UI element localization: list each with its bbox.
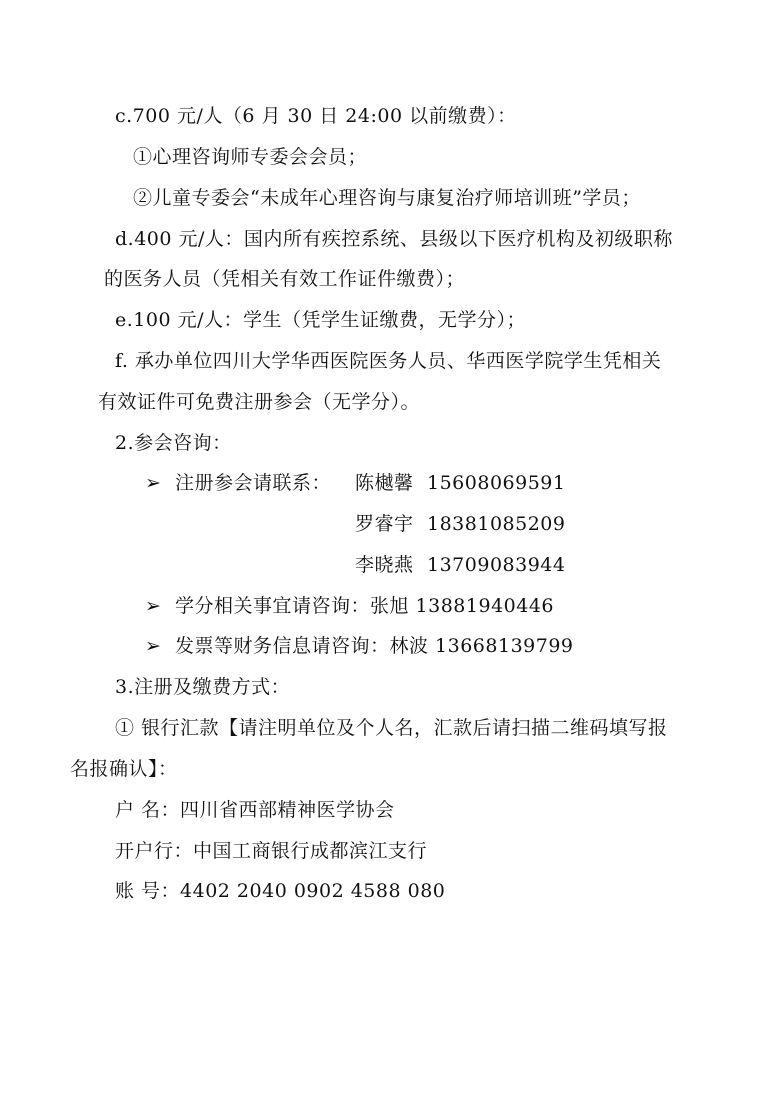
contact-phone: 15608069591 bbox=[427, 472, 566, 494]
c-fee-line: c.700 元/人（6 月 30 日 24:00 以前缴费）： bbox=[115, 105, 517, 127]
account-number: 账 号：4402 2040 0902 4588 080 bbox=[115, 880, 446, 902]
d-fee-line-2: 的医务人员（凭相关有效工作证件缴费）； bbox=[104, 268, 466, 290]
contact-name: 李晓燕 bbox=[355, 554, 414, 576]
payment-heading: 3.注册及缴费方式： bbox=[115, 676, 291, 698]
credit-contact-text: 学分相关事宜请咨询：张旭 13881940446 bbox=[175, 595, 555, 617]
d-fee-line-1: d.400 元/人：国内所有疾控系统、县级以下医疗机构及初级职称 bbox=[115, 228, 673, 250]
arrow-bullet-icon: ➢ bbox=[145, 595, 162, 617]
account-name: 户 名：四川省西部精神医学协会 bbox=[115, 799, 395, 821]
contact-name: 陈樾馨 bbox=[355, 472, 414, 494]
contact-phone: 18381085209 bbox=[427, 513, 566, 535]
bank-transfer-line-2: 名报确认】： bbox=[70, 758, 178, 780]
register-contact-row bbox=[145, 470, 331, 496]
contact-phone: 13709083944 bbox=[427, 554, 566, 576]
contact-name: 罗睿宇 bbox=[355, 513, 414, 535]
register-label: 注册参会请联系： bbox=[175, 472, 332, 494]
f-fee-line-2: 有效证件可免费注册参会（无学分）。 bbox=[98, 391, 421, 413]
consult-heading: 2.参会咨询： bbox=[115, 432, 232, 454]
arrow-bullet-icon: ➢ bbox=[145, 472, 162, 494]
f-fee-line-1: f. 承办单位四川大学华西医院医务人员、华西医学院学生凭相关 bbox=[115, 350, 662, 372]
credit-contact-row bbox=[145, 593, 554, 619]
bank-branch: 开户行：中国工商银行成都滨江支行 bbox=[115, 840, 428, 862]
bank-transfer-line-1: ① 银行汇款【请注明单位及个人名，汇款后请扫描二维码填写报 bbox=[115, 717, 668, 739]
c-fee-item-1: ①心理咨询师专委会会员； bbox=[133, 146, 368, 168]
e-fee-line: e.100 元/人：学生（凭学生证缴费，无学分）； bbox=[115, 309, 526, 331]
arrow-bullet-icon: ➢ bbox=[145, 635, 162, 657]
invoice-contact-row bbox=[145, 633, 574, 659]
invoice-contact-text: 发票等财务信息请咨询：林波 13668139799 bbox=[175, 635, 574, 657]
c-fee-item-2: ②儿童专委会“未成年心理咨询与康复治疗师培训班”学员； bbox=[133, 187, 641, 209]
